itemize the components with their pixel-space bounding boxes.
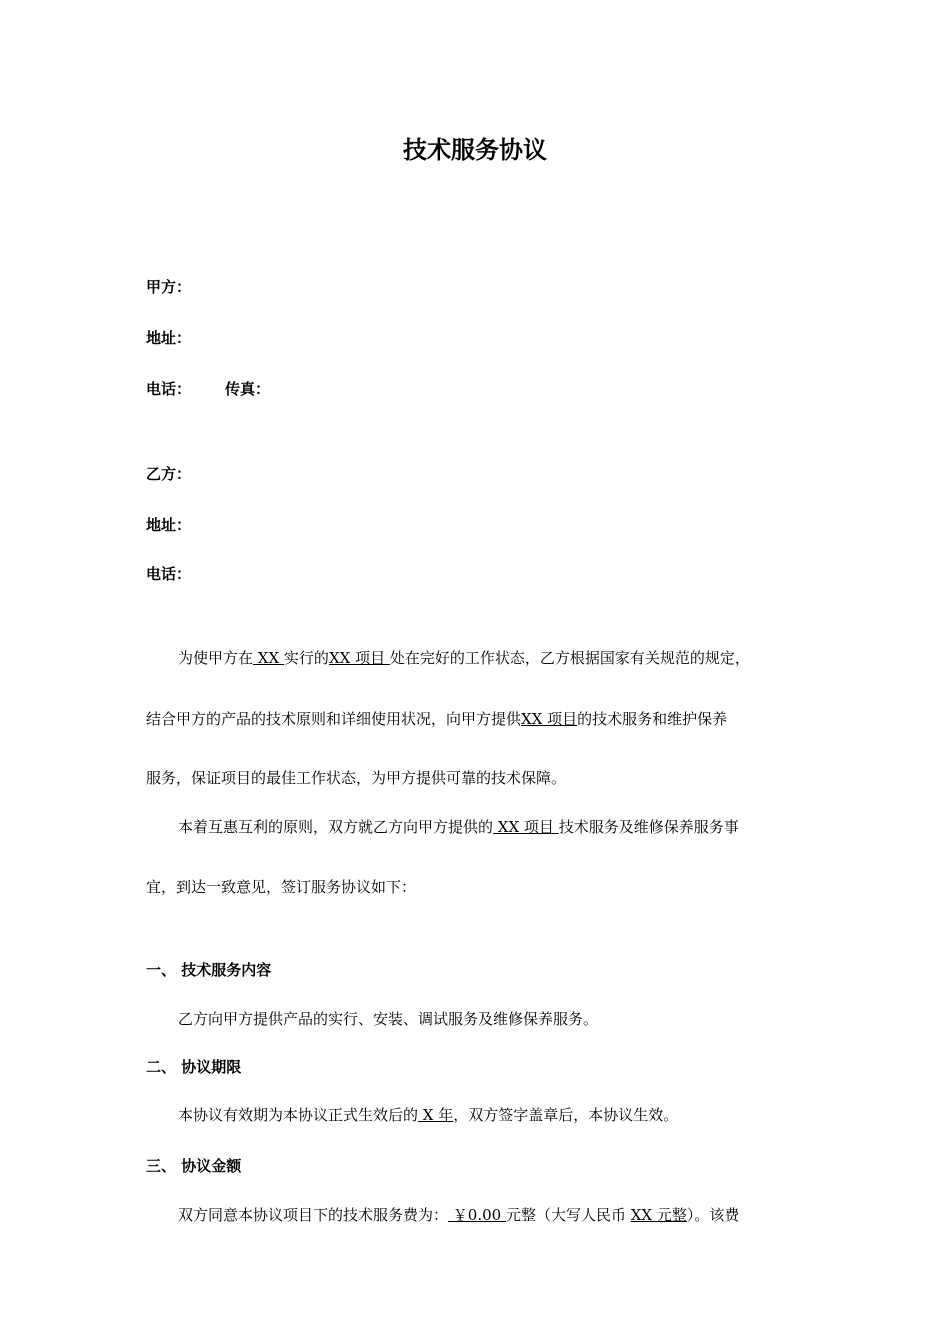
intro-paragraph-1-line-3: 服务，保证项目的最佳工作状态，为甲方提供可靠的技术保障。 xyxy=(146,769,567,787)
text: ，双方签字盖章后，本协议生效。 xyxy=(453,1106,679,1124)
party-a-name-label: 甲方： xyxy=(146,278,192,296)
party-a-phone-label: 电话： xyxy=(146,380,192,398)
party-b-phone-label: 电话： xyxy=(146,565,192,583)
text: 元整（大写人民币 xyxy=(505,1206,631,1224)
text: 本着互惠互利的原则，双方就乙方向甲方提供的 xyxy=(178,818,494,836)
section-1-heading: 一、 技术服务内容 xyxy=(146,961,272,979)
text: 为使甲方在 xyxy=(178,649,254,667)
text: 的技术服务和维护保养 xyxy=(577,710,728,728)
text: 本协议有效期为本协议正式生效后的 xyxy=(178,1106,419,1124)
placeholder-term: X 年 xyxy=(418,1106,454,1124)
placeholder-location: XX xyxy=(253,649,284,667)
text: 双方同意本协议项目下的技术服务费为： xyxy=(178,1206,449,1224)
text: 处在完好的工作状态，乙方根据国家有关规范的规定， xyxy=(389,649,750,667)
placeholder-project: XX 项目 xyxy=(493,818,559,836)
section-3-heading: 三、 协议金额 xyxy=(146,1157,242,1175)
section-1-body: 乙方向甲方提供产品的实行、安装、调试服务及维修保养服务。 xyxy=(178,1010,599,1028)
text: 结合甲方的产品的技术原则和详细使用状况，向甲方提供 xyxy=(146,710,522,728)
placeholder-project: XX 项目 xyxy=(328,649,390,667)
placeholder-amount-words: XX 元整 xyxy=(630,1206,687,1224)
party-a-address-label: 地址： xyxy=(146,329,192,347)
intro-paragraph-1-line-2 xyxy=(146,709,818,729)
placeholder-project: XX 项目 xyxy=(521,710,578,728)
section-2-heading: 二、 协议期限 xyxy=(146,1058,242,1076)
intro-paragraph-2-line-1 xyxy=(146,817,850,837)
section-3-body xyxy=(146,1205,850,1225)
intro-paragraph-2-line-2: 宜，到达一致意见，签订服务协议如下： xyxy=(146,878,417,896)
intro-paragraph-1-line-1 xyxy=(146,648,850,668)
party-b-name-label: 乙方： xyxy=(146,465,192,483)
section-2-body xyxy=(146,1105,850,1125)
document-title: 技术服务协议 xyxy=(403,136,547,164)
party-a-contact-line xyxy=(146,379,270,399)
placeholder-amount: ￥0.00 xyxy=(448,1206,506,1224)
party-b-address-label: 地址： xyxy=(146,516,192,534)
text: 实行的 xyxy=(283,649,329,667)
party-a-fax-label: 传真： xyxy=(225,380,271,398)
text: ）。该费 xyxy=(686,1206,740,1224)
text: 技术服务及维修保养服务事 xyxy=(558,818,739,836)
